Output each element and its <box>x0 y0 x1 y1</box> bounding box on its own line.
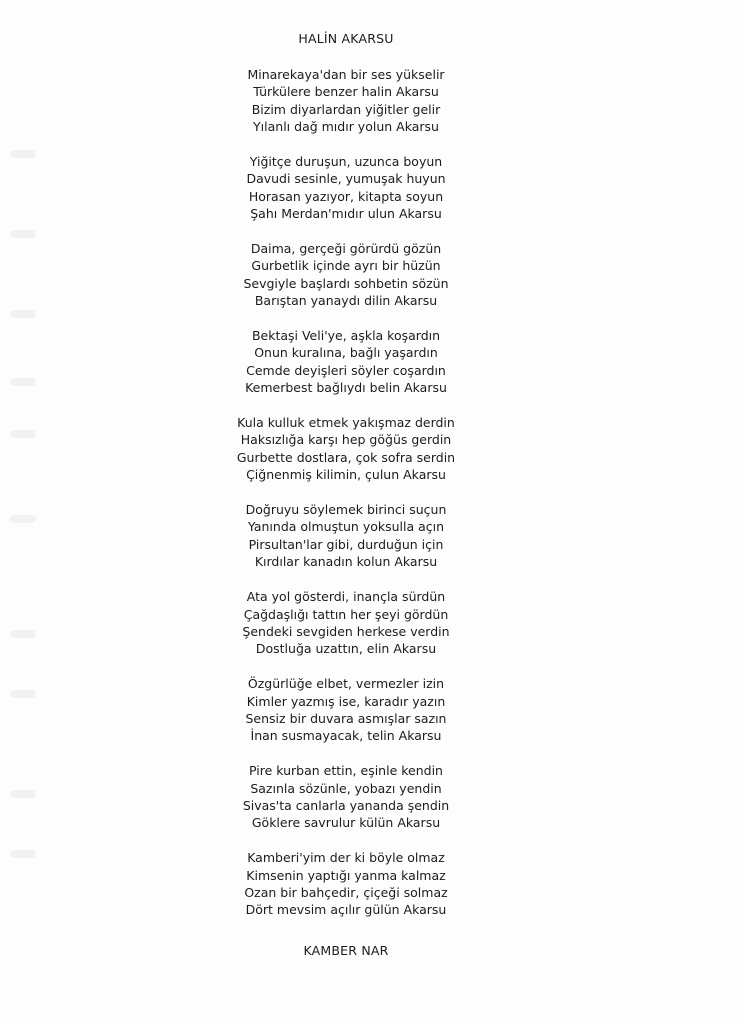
verse-line: Barıştan yanaydı dilin Akarsu <box>254 293 438 309</box>
verse-line: Cemde deyişleri söyler coşardın <box>246 362 446 378</box>
stanza <box>0 675 692 745</box>
verse-line: Sensiz bir duvara asmışlar sazın <box>245 710 447 726</box>
verse-line: Yanında olmuştun yoksulla açın <box>247 519 445 535</box>
verse-line: Kimler yazmış ise, karadır yazın <box>246 693 446 709</box>
verse-line: Gurbetlik içinde ayrı bir hüzün <box>251 258 441 274</box>
verse-line: İnan susmayacak, telin Akarsu <box>250 728 442 744</box>
verse-line: Kemerbest bağlıydı belin Akarsu <box>245 380 447 396</box>
verse-line: Davudi sesinle, yumuşak huyun <box>246 171 446 187</box>
poem-author: KAMBER NAR <box>303 943 389 958</box>
stanza <box>0 153 692 223</box>
verse-line: Yiğitçe duruşun, uzunca boyun <box>249 154 443 170</box>
poem-title: HALİN AKARSU <box>298 31 394 46</box>
verse-line: Çağdaşlığı tattın her şeyi gördün <box>243 606 449 622</box>
verse-line: Yılanlı dağ mıdır yolun Akarsu <box>253 119 439 135</box>
stanza <box>0 762 692 832</box>
stanza <box>0 327 692 397</box>
verse-line: Sivas'ta canlarla yananda şendin <box>242 797 450 813</box>
verse-line: Özgürlüğe elbet, vermezler izin <box>247 676 445 692</box>
verse-line: Şendeki sevgiden herkese verdin <box>242 623 450 639</box>
stanza <box>0 501 692 571</box>
verse-line: Sevgiyle başlardı sohbetin sözün <box>243 275 449 291</box>
verse-line: Onun kuralına, bağlı yaşardın <box>254 345 438 361</box>
verse-line: Şahı Merdan'mıdır ulun Akarsu <box>250 206 442 222</box>
verse-line: Pirsultan'lar gibi, durduğun için <box>248 536 444 552</box>
verse-line: Dostluğa uzattın, elin Akarsu <box>255 641 437 657</box>
verse-line: Ozan bir bahçedir, çiçeği solmaz <box>244 884 448 900</box>
stanza <box>0 66 692 136</box>
verse-line: Sazınla sözünle, yobazı yendin <box>250 780 442 796</box>
stanza <box>0 588 692 658</box>
verse-line: Kimsenin yaptığı yanma kalmaz <box>246 867 446 883</box>
verse-line: Horasan yazıyor, kitapta soyun <box>248 188 444 204</box>
verse-line: Ata yol gösterdi, inançla sürdün <box>246 589 446 605</box>
verse-line: Minarekaya'dan bir ses yükselir <box>247 67 445 82</box>
verse-line: Gurbette dostlara, çok sofra serdin <box>236 449 456 465</box>
stanza <box>0 240 692 310</box>
verse-line: Kamberi'yim der ki böyle olmaz <box>247 850 445 866</box>
verse-line: Pire kurban ettin, eşinle kendin <box>249 763 443 779</box>
verse-line: Kırdılar kanadın kolun Akarsu <box>254 554 438 570</box>
verse-line: Bektaşi Veli'ye, aşkla koşardın <box>251 328 441 344</box>
verse-line: Çiğnenmiş kilimin, çulun Akarsu <box>246 467 446 483</box>
stanza <box>0 414 692 484</box>
verse-line: Göklere savrulur külün Akarsu <box>251 815 441 831</box>
verse-line: Doğruyu söylemek birinci suçun <box>245 502 447 518</box>
verse-line: Daima, gerçeği görürdü gözün <box>250 241 442 257</box>
verse-line: Haksızlığa karşı hep göğüs gerdin <box>240 432 452 448</box>
poem-body <box>0 66 692 936</box>
verse-line: Bizim diyarlardan yiğitler gelir <box>251 101 441 117</box>
verse-line: Kula kulluk etmek yakışmaz derdin <box>237 415 455 431</box>
verse-line: Türkülere benzer halin Akarsu <box>253 84 439 100</box>
verse-line: Dört mevsim açılır gülün Akarsu <box>245 902 447 918</box>
stanza <box>0 849 692 919</box>
